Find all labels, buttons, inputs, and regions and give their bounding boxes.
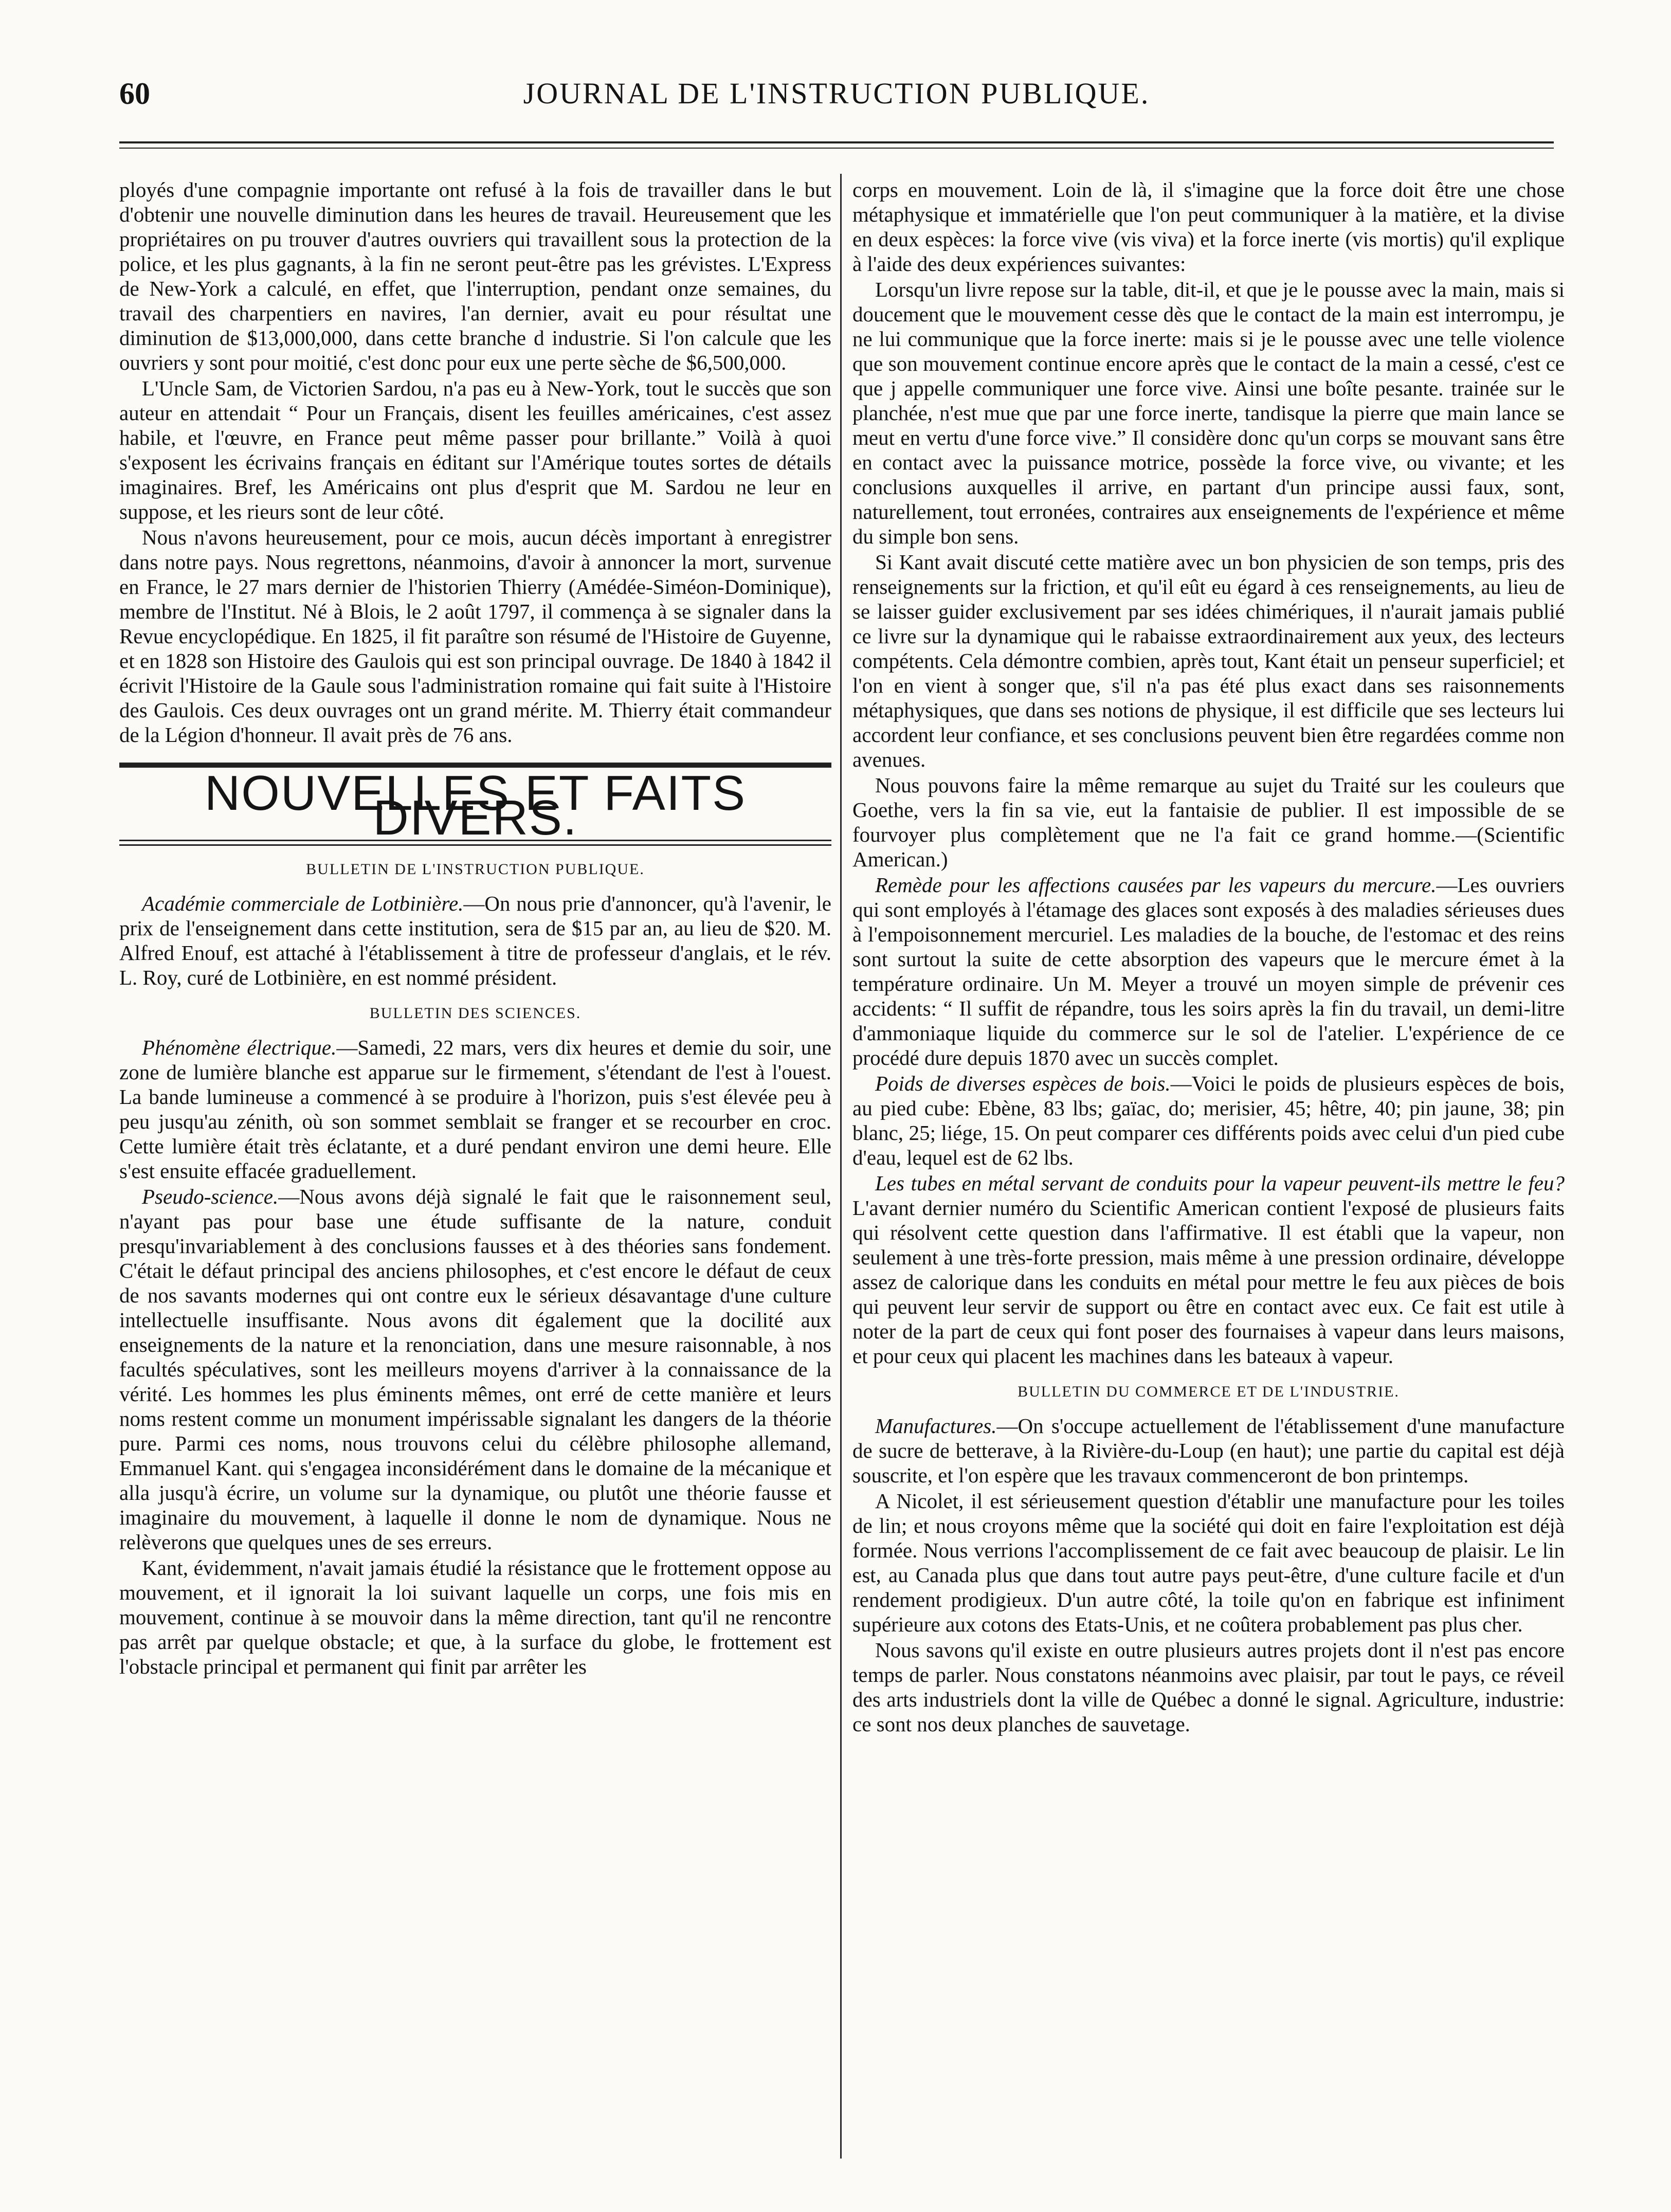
paragraph-phenomene [119, 1035, 831, 1183]
right-column [852, 177, 1565, 1737]
paragraph-kant: Kant, évidemment, n'avait jamais étudié la résistance que le frottement oppose au mouvement, et il ignorait la loi suivant laquelle un corps, une fois mis en mouvement, continue à se mouvoir dans la même direction, tant qu'il ne rencontre pas arrêt par quelque obstacle; et que, à la surface du globe, le frottement est l'obstacle principal et permanent qui finit par arrêter les [119, 1556, 831, 1678]
paragraph-goethe: Nous pouvons faire la même remarque au sujet du Traité sur les couleurs que Goethe, vers la fin sa vie, eut la fantaisie de publier. Il est impossible de se fourvoyer plus complètement que ne l'a fait ce grand homme.—(Scientific American.) [852, 773, 1565, 871]
header-rule-top [119, 141, 1554, 143]
paragraph-body: L'avant dernier numéro du Scientific American contient l'exposé de plusieurs faits qui résolvent cette question dans l'affirmative. Il est établi que la vapeur, non seulement à une très-forte pression, mais même à une pression ordinaire, développe assez de calorique dans les conduits en métal pour mettre le feu aux pièces de bois qui peuvent leur servir de support ou être en contact avec eux. Ce fait est utile à noter de la part de ceux qui font poser des fournaises à vapeur dans leurs maisons, et pour ceux qui placent les machines dans les bateaux à vapeur. [852, 1196, 1565, 1368]
paragraph-poids-bois [852, 1071, 1565, 1170]
paragraph-body: —Les ouvriers qui sont employés à l'étamage des glaces sont exposés à des maladies sérieuses dues à l'empoisonnement mercuriel. Les maladies de la bouche, de l'estomac et des reins sont surtout la suite de cette absorption des vapeurs que le mercure émet à la température ordinaire. Un M. Meyer a trouvé un moyen simple de prévenir ces accidents: “ Il suffit de répandre, tous les soirs après la fin du travail, un demi-litre d'ammoniaque liquide du commerce sur le sol de l'atelier. L'expérience de ce procédé dure depuis 1870 avec un succès complet. [852, 873, 1565, 1069]
paragraph-body: —Voici le poids de plusieurs espèces de bois, au pied cube: Ebène, 83 lbs; gaïac, do; merisier, 45; hêtre, 40; pin jaune, 38; pin blanc, 25; liége, 15. On peut comparer ces différents poids avec celui d'un pied cube d'eau, lequel est de 62 lbs. [852, 1072, 1565, 1169]
paragraph-lead: Les tubes en métal servant de conduits pour la vapeur peuvent-ils mettre le feu? [875, 1171, 1565, 1195]
paragraph-body: —On nous prie d'annoncer, qu'à l'avenir, le prix de l'enseignement dans cette institution, sera de $15 par an, au lieu de $20. M. Alfred Enouf, est attaché à l'établissement à titre de professeur d'anglais, et le rév. L. Roy, curé de Lotbinière, en est nommé président. [119, 892, 831, 989]
paragraph-kant-physicien: Si Kant avait discuté cette matière avec un bon physicien de son temps, pris des renseignements sur la friction, et qu'il eût eu égard à ces renseignements, au lieu de se laisser guider exclusivement par ses idées chimériques, il n'aurait jamais publié ce livre sur la dynamique qui le rabaisse extraordinairement aux yeux, des lecteurs compétents. Cela démontre combien, après tout, Kant était un penseur superficiel; et l'on en vient à songer que, s'il n'a pas été plus exact dans ses raisonnements métaphysiques, que dans ses notions de physique, il est difficile que ses lecteurs lui accordent leur confiance, et ses conclusions peuvent bien être regardées comme non avenues. [852, 550, 1565, 771]
paragraph-academie [119, 891, 831, 990]
paragraph-strike: ployés d'une compagnie importante ont refusé à la fois de travailler dans le but d'obtenir une nouvelle diminution dans les heures de travail. Heureusement que les propriétaires on pu trouver d'autres ouvriers qui travaillent sous la protection de la police, et les plus gagnants, à la fin ne seront peut-être pas les grévistes. L'Express de New-York a calculé, en effet, que l'interruption, pendant onze semaines, du travail des charpentiers en navires, l'an dernier, avait eu pour résultat une diminution de $13,000,000, dans cette branche d industrie. Si l'on calcule que les ouvriers y sont pour moitié, c'est donc pour eux une perte sèche de $6,500,000. [119, 178, 831, 374]
column-separator [840, 174, 842, 2159]
paragraph-force-vive: corps en mouvement. Loin de là, il s'imagine que la force doit être une chose métaphysique et immatérielle que l'on peut communiquer à la matière, et la divise en deux espèces: la force vive (vis viva) et la force inerte (vis mortis) qu'il explique à l'aide des deux expériences suivantes: [852, 178, 1565, 276]
paragraph-lead: Phénomène électrique. [142, 1036, 337, 1059]
bulletin-commerce-heading: BULLETIN DU COMMERCE ET DE L'INDUSTRIE. [1018, 1383, 1400, 1400]
paragraph-lead: Poids de diverses espèces de bois. [875, 1072, 1171, 1095]
paragraph-body: —On s'occupe actuellement de l'établissement d'une manufacture de sucre de betterave, à la Rivière-du-Loup (en haut); une partie du capital est déjà souscrite, et l'on espère que les travaux commenceront de bon printemps. [852, 1414, 1565, 1487]
paragraph-lead: Académie commerciale de Lotbinière. [142, 892, 464, 915]
paragraph-lead: Manufactures. [875, 1414, 997, 1438]
paragraph-body: —Nous avons déjà signalé le fait que le raisonnement seul, n'ayant pas pour base une étude suffisante de la nature, conduit presqu'invariablement à des conclusions fausses et à des théories sans fondement. C'était le défaut principal des anciens philosophes, et c'est encore le défaut de ceux de nos savants modernes qui ont contre eux le sérieux désavantage d'une culture intellectuelle insuffisante. Nous avons dit également que la docilité aux enseignements de la nature et la renonciation, dans une mesure raisonnable, à nos facultés spéculatives, sont les meilleurs moyens d'arriver à la connaissance de la vérité. Les hommes les plus éminents mêmes, ont erré de cette manière et leurs noms restent comme un monument impérissable signalant les dangers de la théorie pure. Parmi ces noms, nous trouvons celui du célèbre philosophe allemand, Emmanuel Kant. qui s'engagea inconsidérément dans le domaine de la mécanique et alla jusqu'à écrire, un volume sur la dynamique, ou plutôt une théorie fausse et imaginaire du mouvement, à laquelle il donne le nom de dynamique. Nous ne relèverons que quelques unes de ses erreurs. [119, 1185, 831, 1554]
paragraph-lead: Pseudo-science. [142, 1185, 279, 1208]
paragraph-obituary-thierry: Nous n'avons heureusement, pour ce mois, aucun décès important à enregistrer dans notre pays. Nous regrettons, néanmoins, d'avoir à annoncer la mort, survenue en France, le 27 mars dernier de l'historien Thierry (Amédée-Siméon-Dominique), membre de l'Institut. Né à Blois, le 2 août 1797, il commença à se signaler dans la Revue encyclopédique. En 1825, il fit paraître son résumé de l'Histoire de Guyenne, et en 1828 son Histoire des Gaulois qui est son principal ouvrage. De 1840 à 1842 il écrivit l'Histoire de la Gaule sous l'administration romaine qui fait suite à l'Histoire des Gaulois. Ces deux ouvrages ont un grand mérite. M. Thierry était commandeur de la Légion d'honneur. Il avait près de 76 ans. [119, 525, 831, 747]
bulletin-instruction-heading: BULLETIN DE L'INSTRUCTION PUBLIQUE. [306, 861, 645, 878]
page-number: 60 [119, 77, 150, 111]
journal-title: JOURNAL DE L'INSTRUCTION PUBLIQUE. [523, 77, 1150, 110]
paragraph-pseudo-science [119, 1184, 831, 1554]
paragraph-lead: Remède pour les affections causées par les vapeurs du mercure. [875, 873, 1437, 897]
bulletin-sciences-heading: BULLETIN DES SCIENCES. [369, 1005, 582, 1022]
running-header [119, 76, 1554, 117]
section-title: NOUVELLES ET FAITS DIVERS. [204, 766, 747, 845]
paragraph-projets: Nous savons qu'il existe en outre plusieurs autres projets dont il n'est pas encore temps de parler. Nous constatons néanmoins avec plaisir, par tout le pays, ce réveil des arts industriels dont la ville de Québec a donné le signal. Agriculture, industrie: ce sont nos deux planches de sauvetage. [852, 1638, 1565, 1736]
paragraph-tubes-metal [852, 1171, 1565, 1368]
paragraph-uncle-sam: L'Uncle Sam, de Victorien Sardou, n'a pas eu à New-York, tout le succès que son auteur en attendait “ Pour un Français, disent les feuilles américaines, c'est assez habile, et l'œuvre, en France peut même passer pour brillante.” Voilà à quoi s'exposent les écrivains français en éditant sur l'Amérique toutes sortes de détails imaginaires. Bref, les Américains ont plus d'esprit que M. Sardou ne leur en suppose, et les rieurs sont de leur côté. [119, 376, 831, 523]
paragraph-manufactures [852, 1413, 1565, 1488]
paragraph-nicolet: A Nicolet, il est sérieusement question d'établir une manufacture pour les toiles de lin; et nous croyons même que la société qui doit en faire l'exploitation est déjà formée. Nous verrions l'accomplissement de ce fait avec beaucoup de plaisir. Le lin est, au Canada plus que dans tout autre pays peut-être, d'une culture facile et d'un rendement prodigieux. D'un autre côté, la toile qu'on en fabrique est infiniment supérieure aux cotons des Etats-Unis, et ne coûtera probablement pas plus cher. [852, 1489, 1565, 1636]
paragraph-body: —Samedi, 22 mars, vers dix heures et demie du soir, une zone de lumière blanche est apparue sur le firmement, s'étendant de l'est à l'ouest. La bande lumineuse a commencé à se produire à l'horizon, puis s'est élevée peu à peu jusqu'au zénith, où son sommet semblait se franger et se recourber en croc. Cette lumière était très éclatante, et a duré pendant environ une demi heure. Elle s'est ensuite effacée graduellement. [119, 1036, 832, 1183]
header-rule-bottom [119, 148, 1554, 149]
left-column [119, 177, 831, 1680]
paragraph-experiences: Lorsqu'un livre repose sur la table, dit-il, et que je le pousse avec la main, mais si doucement que le mouvement cesse dès que le contact de la main est interrompu, je ne lui communique que la force inerte: mais si je le pousse avec une telle violence que son mouvement continue encore après que le contact de la main a cessé, c'est ce que j appelle communiquer une force vive. Ainsi une boîte pesante. trainée sur le planchée, n'est mue que par une force inerte, tandisque la pierre que main lance se meut en vertu d'une force vive.” Il considère donc qu'un corps se mouvant sans être en contact avec la puissance motrice, possède la force vive, ou vivante; et les conclusions auxquelles il arrive, en partant d'un principe aussi faux, sont, naturellement, tout erronées, contraires aux enseignements de l'expérience et même du simple bon sens. [852, 278, 1565, 548]
paragraph-mercure [852, 873, 1565, 1070]
